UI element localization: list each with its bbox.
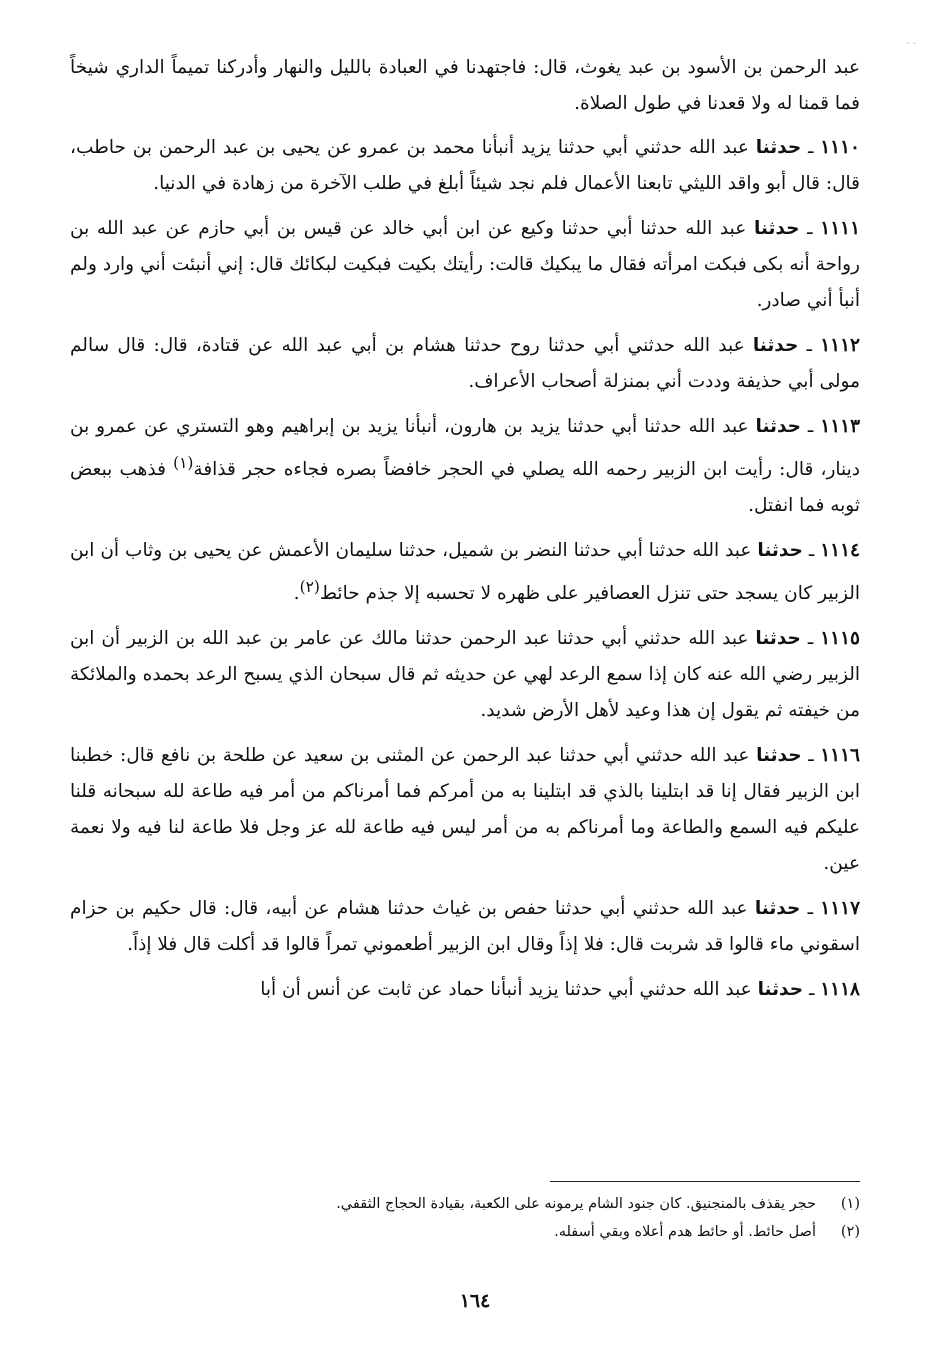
footnote-marker: (٢) — [840, 1224, 860, 1240]
hadith-1114: ١١١٤ ـ حدثنا عبد الله حدثنا أبي حدثنا النضر بن شميل، حدثنا سليمان الأعمش عن يحيى بن وثاب أن ابن الزبير كان يسجد حتى تنزل العصافير على ظهره لا تحسبه إلا جذم حائط$^{(٢)}$. — [70, 540, 860, 605]
hadith-number: ١١١٦ — [820, 745, 860, 767]
keyword-haddathana: حدثنا — [755, 416, 801, 437]
page-number: ١٦٤ — [459, 1290, 491, 1312]
hadith-1110: ١١١٠ ـ حدثنا عبد الله حدثني أبي حدثنا يزيد أنبأنا محمد بن عمرو عن يحيى بن عبد الرحمن بن حاطب، قال: قال أبو واقد الليثي تابعنا الأعمال فلم نجد شيئاً أبلغ في طلب الآخرة من زهادة في الدنيا. — [70, 137, 860, 194]
intro-text: عبد الرحمن بن الأسود بن عبد يغوث، قال: فاجتهدنا في العبادة بالليل والنهار وأدركنا تميماً الداري شيخاً فما قمنا له ولا قعدنا في طول الصلاة. — [70, 57, 860, 114]
footnote-divider — [550, 1181, 860, 1182]
keyword-haddathana: حدثنا — [756, 745, 802, 767]
hadith-text: عبد الله حدثني أبي حدثنا روح حدثنا هشام بن أبي عبد الله عن قتادة، قال: قال سالم مولى أبي حذيفة وددت أني بمنزلة أصحاب الأعراف. — [70, 335, 860, 392]
hadith-text: عبد الله حدثنا أبي حدثنا وكيع عن ابن أبي خالد عن قيس بن أبي حازم عن عبد الله بن رواحة أنه بكى فبكت امرأته فقال ما يبكيك قالت: رأيتك بكيت فبكيت لبكائك قال: إني أنبئت أني وارد ولم أنبأ أني صادر. — [70, 218, 860, 311]
hadith-1112: ١١١٢ ـ حدثنا عبد الله حدثني أبي حدثنا روح حدثنا هشام بن أبي عبد الله عن قتادة، قال: قال سالم مولى أبي حذيفة وددت أني بمنزلة أصحاب الأعراف. — [70, 335, 860, 392]
keyword-haddathana: حدثنا — [753, 218, 800, 239]
hadith-number: ١١١٣ — [820, 416, 861, 437]
footnote-marker: (١) — [840, 1196, 860, 1212]
footnote-ref: (٢) — [299, 578, 320, 597]
keyword-haddathana: حدثنا — [755, 628, 801, 650]
footnotes — [70, 1190, 860, 1246]
hadith-1117: ١١١٧ ـ حدثنا عبد الله حدثني أبي حدثنا حفص بن غياث حدثنا هشام عن أبيه، قال: قال حكيم بن حزام اسقوني ماء قالوا قد شربت قال: فلا إذاً وقال ابن الزبير أطعموني تمراً قالوا قد أكلت قال فلا إذاً. — [70, 898, 861, 956]
hadith-number: ١١١١ — [820, 218, 861, 239]
keyword-haddathana: حدثنا — [752, 335, 799, 356]
hadith-number: ١١١٢ — [820, 335, 860, 356]
hadith-text: عبد الله حدثنا أبي حدثنا يزيد بن هارون، أنبأنا يزيد بن إبراهيم وهو التستري عن عمرو بن دينار، قال: رأيت ابن الزبير رحمه الله يصلي في الحجر خافضاً بصره فجاءه حجر قذافة — [70, 416, 860, 481]
hadith-number: ١١١٠ — [820, 137, 860, 158]
hadith-text: عبد الله حدثني أبي حدثنا عبد الرحمن عن المثنى بن سعيد عن طلحة بن نافع قال: خطبنا ابن الزبير فقال إنا قد ابتلينا بالذي قد ابتلينا به من أمركم فما أمرناكم من أمر فيه طاعة لله سبحانه قلنا عليكم فيه السمع والطاعة وما أمرناكم به من أمر ليس فيه طاعة لله عز وجل فلا طاعة لنا فيه ولا نعمة عين. — [70, 745, 860, 875]
hadith-text: عبد الله حدثني أبي حدثنا يزيد أنبأنا حماد عن ثابت عن أنس أن أبا — [260, 979, 758, 1001]
hadith-number: ١١١٤ — [820, 540, 860, 562]
scan-edge-mark: ‐ ‐ — [906, 38, 917, 49]
intro-paragraph — [70, 50, 860, 122]
hadith-1115: ١١١٥ ـ حدثنا عبد الله حدثني أبي حدثنا عبد الرحمن حدثنا مالك عن عامر بن عبد الله بن الزبير أن ابن الزبير رضي الله عنه كان إذا سمع الرعد لهي عن حديثه ثم قال سبحان الذي يسبح الرعد بحمده والملائكة من خيفته ثم يقول إن هذا وعيد لأهل الأرض شديد. — [70, 628, 860, 722]
footnote-1 — [70, 1190, 860, 1218]
hadith-number: ١١١٨ — [820, 979, 860, 1001]
hadith-number: ١١١٧ — [820, 898, 861, 920]
hadith-text-tail: فذهب ببعض ثوبه فما انفتل. — [70, 459, 860, 517]
keyword-haddathana: حدثنا — [757, 540, 803, 562]
hadith-1113: ١١١٣ ـ حدثنا عبد الله حدثنا أبي حدثنا يزيد بن هارون، أنبأنا يزيد بن إبراهيم وهو التستري عن عمرو بن دينار، قال: رأيت ابن الزبير رحمه الله يصلي في الحجر خافضاً بصره فجاءه حجر قذافة$^{(١)}$ فذهب ببعض ثوبه فما انفتل. — [70, 416, 861, 517]
footnote-text: حجر يقذف بالمنجنيق. كان جنود الشام يرمونه على الكعبة، بقيادة الحجاج الثقفي. — [336, 1196, 816, 1212]
hadith-text-tail: . — [293, 583, 300, 605]
footnote-2 — [70, 1218, 860, 1246]
keyword-haddathana: حدثنا — [754, 898, 801, 920]
hadith-text: عبد الله حدثنا أبي حدثنا النضر بن شميل، حدثنا سليمان الأعمش عن يحيى بن وثاب أن ابن الزبير كان يسجد حتى تنزل العصافير على ظهره لا تحسبه إلا جذم حائط — [70, 540, 860, 605]
hadith-text: عبد الله حدثني أبي حدثنا عبد الرحمن حدثنا مالك عن عامر بن عبد الله بن الزبير أن ابن الزبير رضي الله عنه كان إذا سمع الرعد لهي عن حديثه ثم قال سبحان الذي يسبح الرعد بحمده والملائكة من خيفته ثم يقول إن هذا وعيد لأهل الأرض شديد. — [70, 628, 860, 722]
hadith-number: ١١١٥ — [820, 628, 860, 650]
hadith-1116: ١١١٦ ـ حدثنا عبد الله حدثني أبي حدثنا عبد الرحمن عن المثنى بن سعيد عن طلحة بن نافع قال: خطبنا ابن الزبير فقال إنا قد ابتلينا بالذي قد ابتلينا به من أمركم فما أمرناكم من أمر فيه طاعة لله سبحانه قلنا عليكم فيه السمع والطاعة وما أمرناكم به من أمر ليس فيه طاعة لله عز وجل فلا طاعة لنا فيه ولا نعمة عين. — [70, 745, 860, 875]
footnote-ref: (١) — [173, 454, 194, 472]
page-body — [70, 50, 860, 1017]
keyword-haddathana: حدثنا — [755, 137, 802, 158]
hadith-text: عبد الله حدثني أبي حدثنا حفص بن غياث حدثنا هشام عن أبيه، قال: قال حكيم بن حزام اسقوني ماء قالوا قد شربت قال: فلا إذاً وقال ابن الزبير أطعموني تمراً قالوا قد أكلت قال فلا إذاً. — [70, 898, 860, 956]
hadith-1111: ١١١١ ـ حدثنا عبد الله حدثنا أبي حدثنا وكيع عن ابن أبي خالد عن قيس بن أبي حازم عن عبد الله بن رواحة أنه بكى فبكت امرأته فقال ما يبكيك قالت: رأيتك بكيت فبكيت لبكائك قال: إني أنبئت أني وارد ولم أنبأ أني صادر. — [70, 218, 861, 311]
hadith-text: عبد الله حدثني أبي حدثنا يزيد أنبأنا محمد بن عمرو عن يحيى بن عبد الرحمن بن حاطب، قال: قال أبو واقد الليثي تابعنا الأعمال فلم نجد شيئاً أبلغ في طلب الآخرة من زهادة في الدنيا. — [70, 137, 860, 194]
keyword-haddathana: حدثنا — [757, 979, 804, 1001]
hadith-1118: ١١١٨ ـ حدثنا عبد الله حدثني أبي حدثنا يزيد أنبأنا حماد عن ثابت عن أنس أن أبا — [260, 979, 860, 1001]
footnote-text: أصل حائط. أو حائط هدم أعلاه وبقي أسفله. — [554, 1224, 816, 1240]
